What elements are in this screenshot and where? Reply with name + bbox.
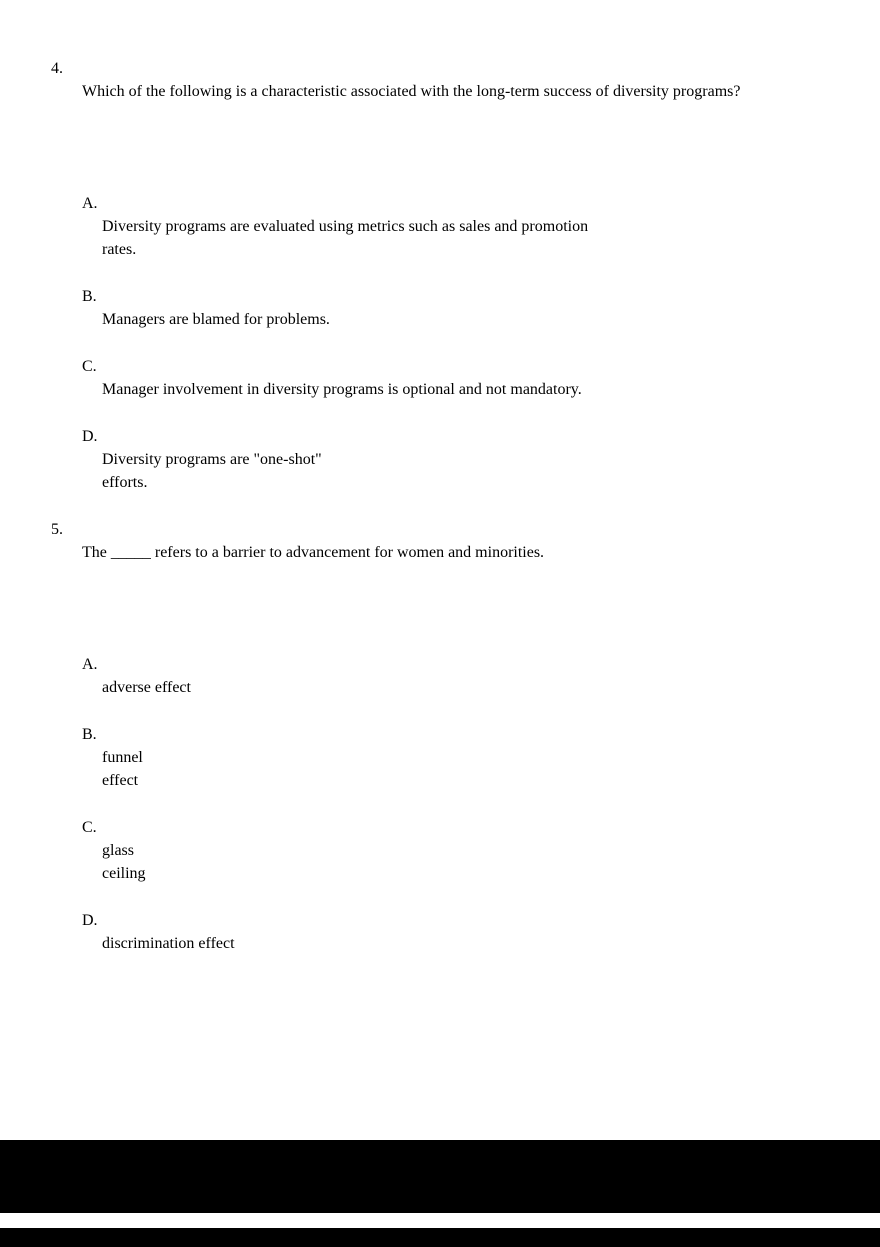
option-label: C. bbox=[82, 358, 97, 375]
option-c bbox=[0, 816, 880, 885]
option-a bbox=[0, 192, 880, 261]
option-text-line: effect bbox=[102, 772, 139, 789]
option-label: D. bbox=[82, 912, 98, 929]
option-text-line: adverse effect bbox=[102, 679, 191, 696]
question-5 bbox=[0, 518, 880, 955]
option-b bbox=[0, 723, 880, 792]
option-text-line: glass bbox=[102, 842, 134, 859]
option-a bbox=[0, 653, 880, 699]
footer-black-bar bbox=[0, 1140, 880, 1213]
question-number: 4. bbox=[51, 60, 63, 77]
option-d bbox=[0, 425, 880, 494]
option-text-line: ceiling bbox=[102, 865, 146, 882]
option-text-line: Diversity programs are "one-shot" bbox=[102, 451, 322, 468]
option-b bbox=[0, 285, 880, 331]
footer-white-strip bbox=[0, 1213, 880, 1228]
footer-black-bar-bottom bbox=[0, 1228, 880, 1247]
option-c bbox=[0, 355, 880, 401]
option-label: C. bbox=[82, 819, 97, 836]
option-text-line: Diversity programs are evaluated using metrics such as sales and promotion bbox=[102, 218, 589, 235]
option-label: A. bbox=[82, 195, 98, 212]
option-text-line: Managers are blamed for problems. bbox=[102, 311, 330, 328]
option-label: B. bbox=[82, 288, 97, 305]
option-text-line: rates. bbox=[102, 241, 137, 258]
option-text-line: Manager involvement in diversity programs is optional and not mandatory. bbox=[102, 381, 582, 398]
question-number: 5. bbox=[51, 521, 63, 538]
option-label: A. bbox=[82, 656, 98, 673]
question-4 bbox=[0, 57, 880, 494]
option-label: D. bbox=[82, 428, 98, 445]
option-text-line: funnel bbox=[102, 749, 143, 766]
question-text: Which of the following is a characteristic associated with the long-term success of diversity programs? bbox=[82, 83, 741, 100]
option-d bbox=[0, 909, 880, 955]
option-text-line: efforts. bbox=[102, 474, 148, 491]
option-label: B. bbox=[82, 726, 97, 743]
question-text: The _____ refers to a barrier to advancement for women and minorities. bbox=[82, 544, 545, 561]
option-text-line: discrimination effect bbox=[102, 935, 235, 952]
